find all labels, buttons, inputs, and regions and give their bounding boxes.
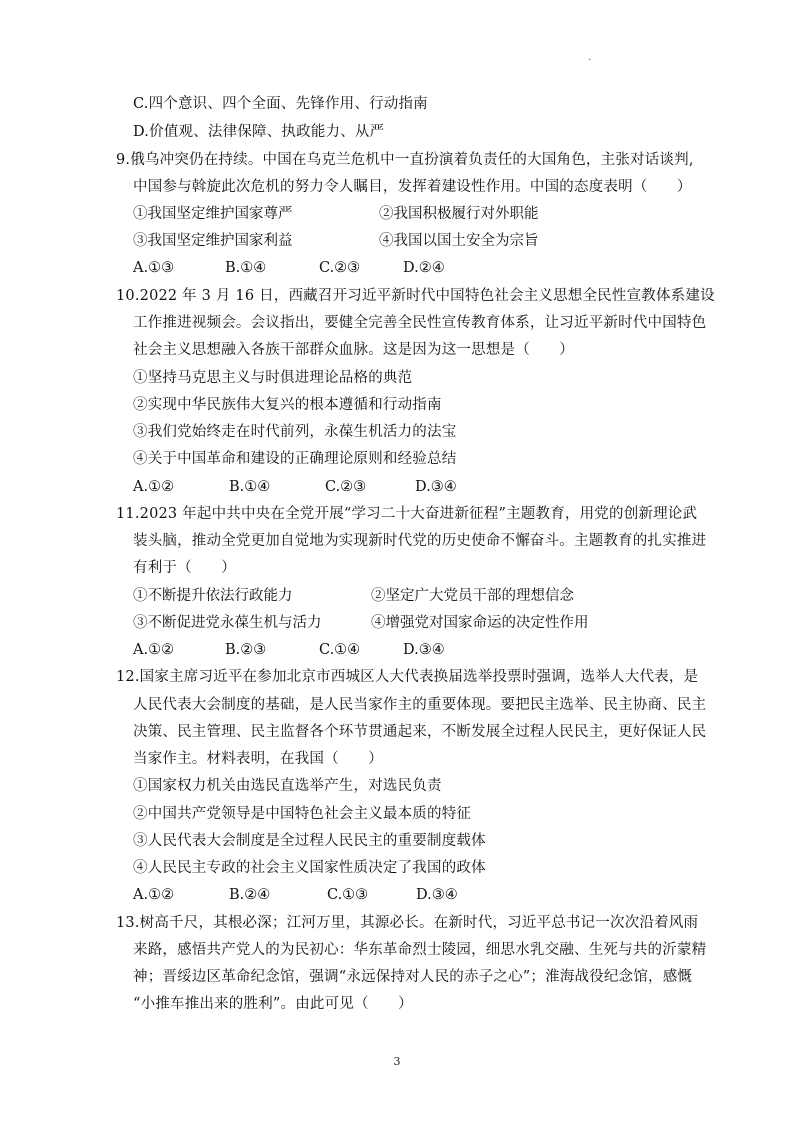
q9-choice-b: B.①④ xyxy=(225,260,267,276)
q8-option-d: D.价值观、法律保障、执政能力、从严 xyxy=(133,124,385,140)
q12-stem-line-1: 12.国家主席习近平在参加北京市西城区人大代表换届选举投票时强调，选举人大代表，是 xyxy=(116,669,699,685)
q11-statement-4: ④增强党对国家命运的决定性作用 xyxy=(371,615,589,631)
q11-stem-line-3: 有利于（ ） xyxy=(133,560,236,576)
q10-choice-b: B.①④ xyxy=(229,479,271,495)
header-mark: . xyxy=(588,52,592,63)
page-number: 3 xyxy=(393,1055,401,1068)
q9-stem-line-1: 9.俄乌冲突仍在持续。中国在乌克兰危机中一直扮演着负责任的大国角色，主张对话谈判, xyxy=(116,152,694,168)
q13-stem-line-3: 神；晋绥边区革命纪念馆，强调“永远保持对人民的赤子之心”；淮海战役纪念馆，感慨 xyxy=(133,969,693,985)
q11-choice-b: B.②③ xyxy=(225,642,267,658)
q10-statement-2: ②实现中华民族伟大复兴的根本遵循和行动指南 xyxy=(133,397,442,413)
q11-statement-3: ③不断促进党永葆生机与活力 xyxy=(133,615,322,631)
q9-statement-2: ②我国积极履行对外职能 xyxy=(379,206,539,222)
q11-statement-2: ②坚定广大党员干部的理想信念 xyxy=(371,588,574,604)
q12-stem-line-4: 当家作主。材料表明，在我国（ ） xyxy=(133,751,383,767)
q10-choice-a: A.①② xyxy=(133,479,175,495)
q11-statement-1: ①不断提升依法行政能力 xyxy=(133,588,293,604)
q11-choice-d: D.③④ xyxy=(403,642,445,658)
q10-stem-line-3: 社会主义思想融入各族干部群众血脉。这是因为这一思想是（ ） xyxy=(133,342,574,358)
q9-choice-c: C.②③ xyxy=(319,260,361,276)
q12-choice-c: C.①③ xyxy=(327,887,369,903)
q10-choice-c: C.②③ xyxy=(325,479,367,495)
q9-stem-line-2: 中国参与斡旋此次危机的努力令人瞩目，发挥着建设性作用。中国的态度表明（ ） xyxy=(133,179,692,195)
q10-choice-d: D.③④ xyxy=(415,479,457,495)
q12-statement-2: ②中国共产党领导是中国特色社会主义最本质的特征 xyxy=(133,806,472,822)
q9-statement-4: ④我国以国土安全为宗旨 xyxy=(379,233,539,249)
q12-choice-a: A.①② xyxy=(133,887,175,903)
q11-choice-c: C.①④ xyxy=(319,642,361,658)
q11-stem-line-1: 11.2023 年起中共中央在全党开展“学习二十大奋进新征程”主题教育，用党的创新理论武 xyxy=(116,506,698,522)
q12-stem-line-3: 决策、民主管理、民主监督各个环节贯通起来，不断发展全过程人民民主，更好保证人民 xyxy=(133,724,707,740)
q10-statement-4: ④关于中国革命和建设的正确理论原则和经验总结 xyxy=(133,451,457,467)
q10-stem-line-2: 工作推进视频会。会议指出，要健全完善全民性宣传教育体系，让习近平新时代中国特色 xyxy=(133,315,707,331)
q12-choice-b: B.②④ xyxy=(229,887,271,903)
q9-choice-a: A.①③ xyxy=(133,260,175,276)
q10-stem-line-1: 10.2022 年 3 月 16 日，西藏召开习近平新时代中国特色社会主义思想全民性宣教体系建设 xyxy=(116,288,715,304)
q13-stem-line-2: 来路，感悟共产党人的为民初心：华东革命烈士陵园，细思水乳交融、生死与共的沂蒙精 xyxy=(133,942,707,958)
q10-statement-3: ③我们党始终走在时代前列，永葆生机活力的法宝 xyxy=(133,424,457,440)
q12-choice-d: D.③④ xyxy=(416,887,458,903)
q9-choice-d: D.②④ xyxy=(403,260,445,276)
q12-statement-3: ③人民代表大会制度是全过程人民民主的重要制度载体 xyxy=(133,833,486,849)
q12-stem-line-2: 人民代表大会制度的基础，是人民当家作主的重要体现。要把民主选举、民主协商、民主 xyxy=(133,697,707,713)
q9-statement-1: ①我国坚定维护国家尊严 xyxy=(133,206,293,222)
q12-statement-1: ①国家权力机关由选民直选举产生，对选民负责 xyxy=(133,778,442,794)
q8-option-c: C.四个意识、四个全面、先锋作用、行动指南 xyxy=(133,96,428,112)
q12-statement-4: ④人民民主专政的社会主义国家性质决定了我国的政体 xyxy=(133,860,486,876)
q9-statement-3: ③我国坚定维护国家利益 xyxy=(133,233,293,249)
q13-stem-line-1: 13.树高千尺，其根必深；江河万里，其源必长。在新时代，习近平总书记一次次沿着风雨 xyxy=(116,915,699,931)
q10-statement-1: ①坚持马克思主义与时俱进理论品格的典范 xyxy=(133,370,413,386)
q11-choice-a: A.①② xyxy=(133,642,175,658)
q13-stem-line-4: “小推车推出来的胜利”。由此可见（ ） xyxy=(133,996,413,1012)
q11-stem-line-2: 装头脑，推动全党更加自觉地为实现新时代党的历史使命不懈奋斗。主题教育的扎实推进 xyxy=(133,533,707,549)
